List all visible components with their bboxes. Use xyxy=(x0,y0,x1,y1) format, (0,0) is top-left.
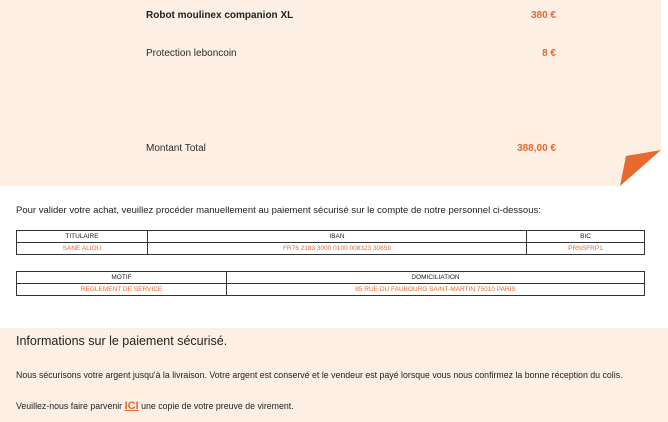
page-fold-corner-icon xyxy=(620,150,661,186)
header-bic: BIC xyxy=(527,231,645,243)
item-price: 8 € xyxy=(542,48,556,59)
secure-payment-info xyxy=(0,328,668,422)
header-iban: IBAN xyxy=(148,231,527,243)
domiciliation-value: 85 RUE DU FAUBOURG SAINT-MARTIN,75010 PARIS xyxy=(227,284,645,296)
summary-item-row xyxy=(146,10,556,21)
iban-value: FR76 2183 3000 0100 008323 30859 xyxy=(148,243,527,255)
proof-upload-link[interactable]: ICI xyxy=(124,400,139,412)
header-titulaire: TITULAIRE xyxy=(17,231,148,243)
summary-total-row xyxy=(146,143,556,154)
motif-table xyxy=(16,271,645,296)
total-value: 388,00 € xyxy=(517,143,556,154)
motif-value: REGLEMENT DE SERVICE xyxy=(17,284,227,296)
item-name: Robot moulinex companion XL xyxy=(146,10,294,21)
order-summary-panel xyxy=(0,0,661,186)
item-price: 380 € xyxy=(530,10,556,21)
proof-text-before: Veuillez-nous faire parvenir xyxy=(16,401,123,411)
item-name: Protection leboncoin xyxy=(146,48,237,59)
info-title: Informations sur le paiement sécurisé. xyxy=(16,334,228,348)
total-label: Montant Total xyxy=(146,143,206,154)
bank-details-table xyxy=(16,230,645,255)
info-paragraph: Nous sécurisons votre argent jusqu'à la livraison. Votre argent est conservé et le vendeur est payé lorsque vous nous confirmez la bonne réception du colis. xyxy=(16,370,623,380)
titulaire-value: SANE ALIOU xyxy=(17,243,148,255)
header-motif: MOTIF xyxy=(17,272,227,284)
header-domiciliation: DOMICILIATION xyxy=(227,272,645,284)
summary-item-row xyxy=(146,48,556,59)
proof-text-after: une copie de votre preuve de virement. xyxy=(141,401,294,411)
bic-value: PRNSFRP1 xyxy=(527,243,645,255)
payment-instruction: Pour valider votre achat, veuillez procéder manuellement au paiement sécurisé sur le compte de notre personnel ci-dessous: xyxy=(16,205,541,216)
proof-instruction xyxy=(16,399,294,414)
